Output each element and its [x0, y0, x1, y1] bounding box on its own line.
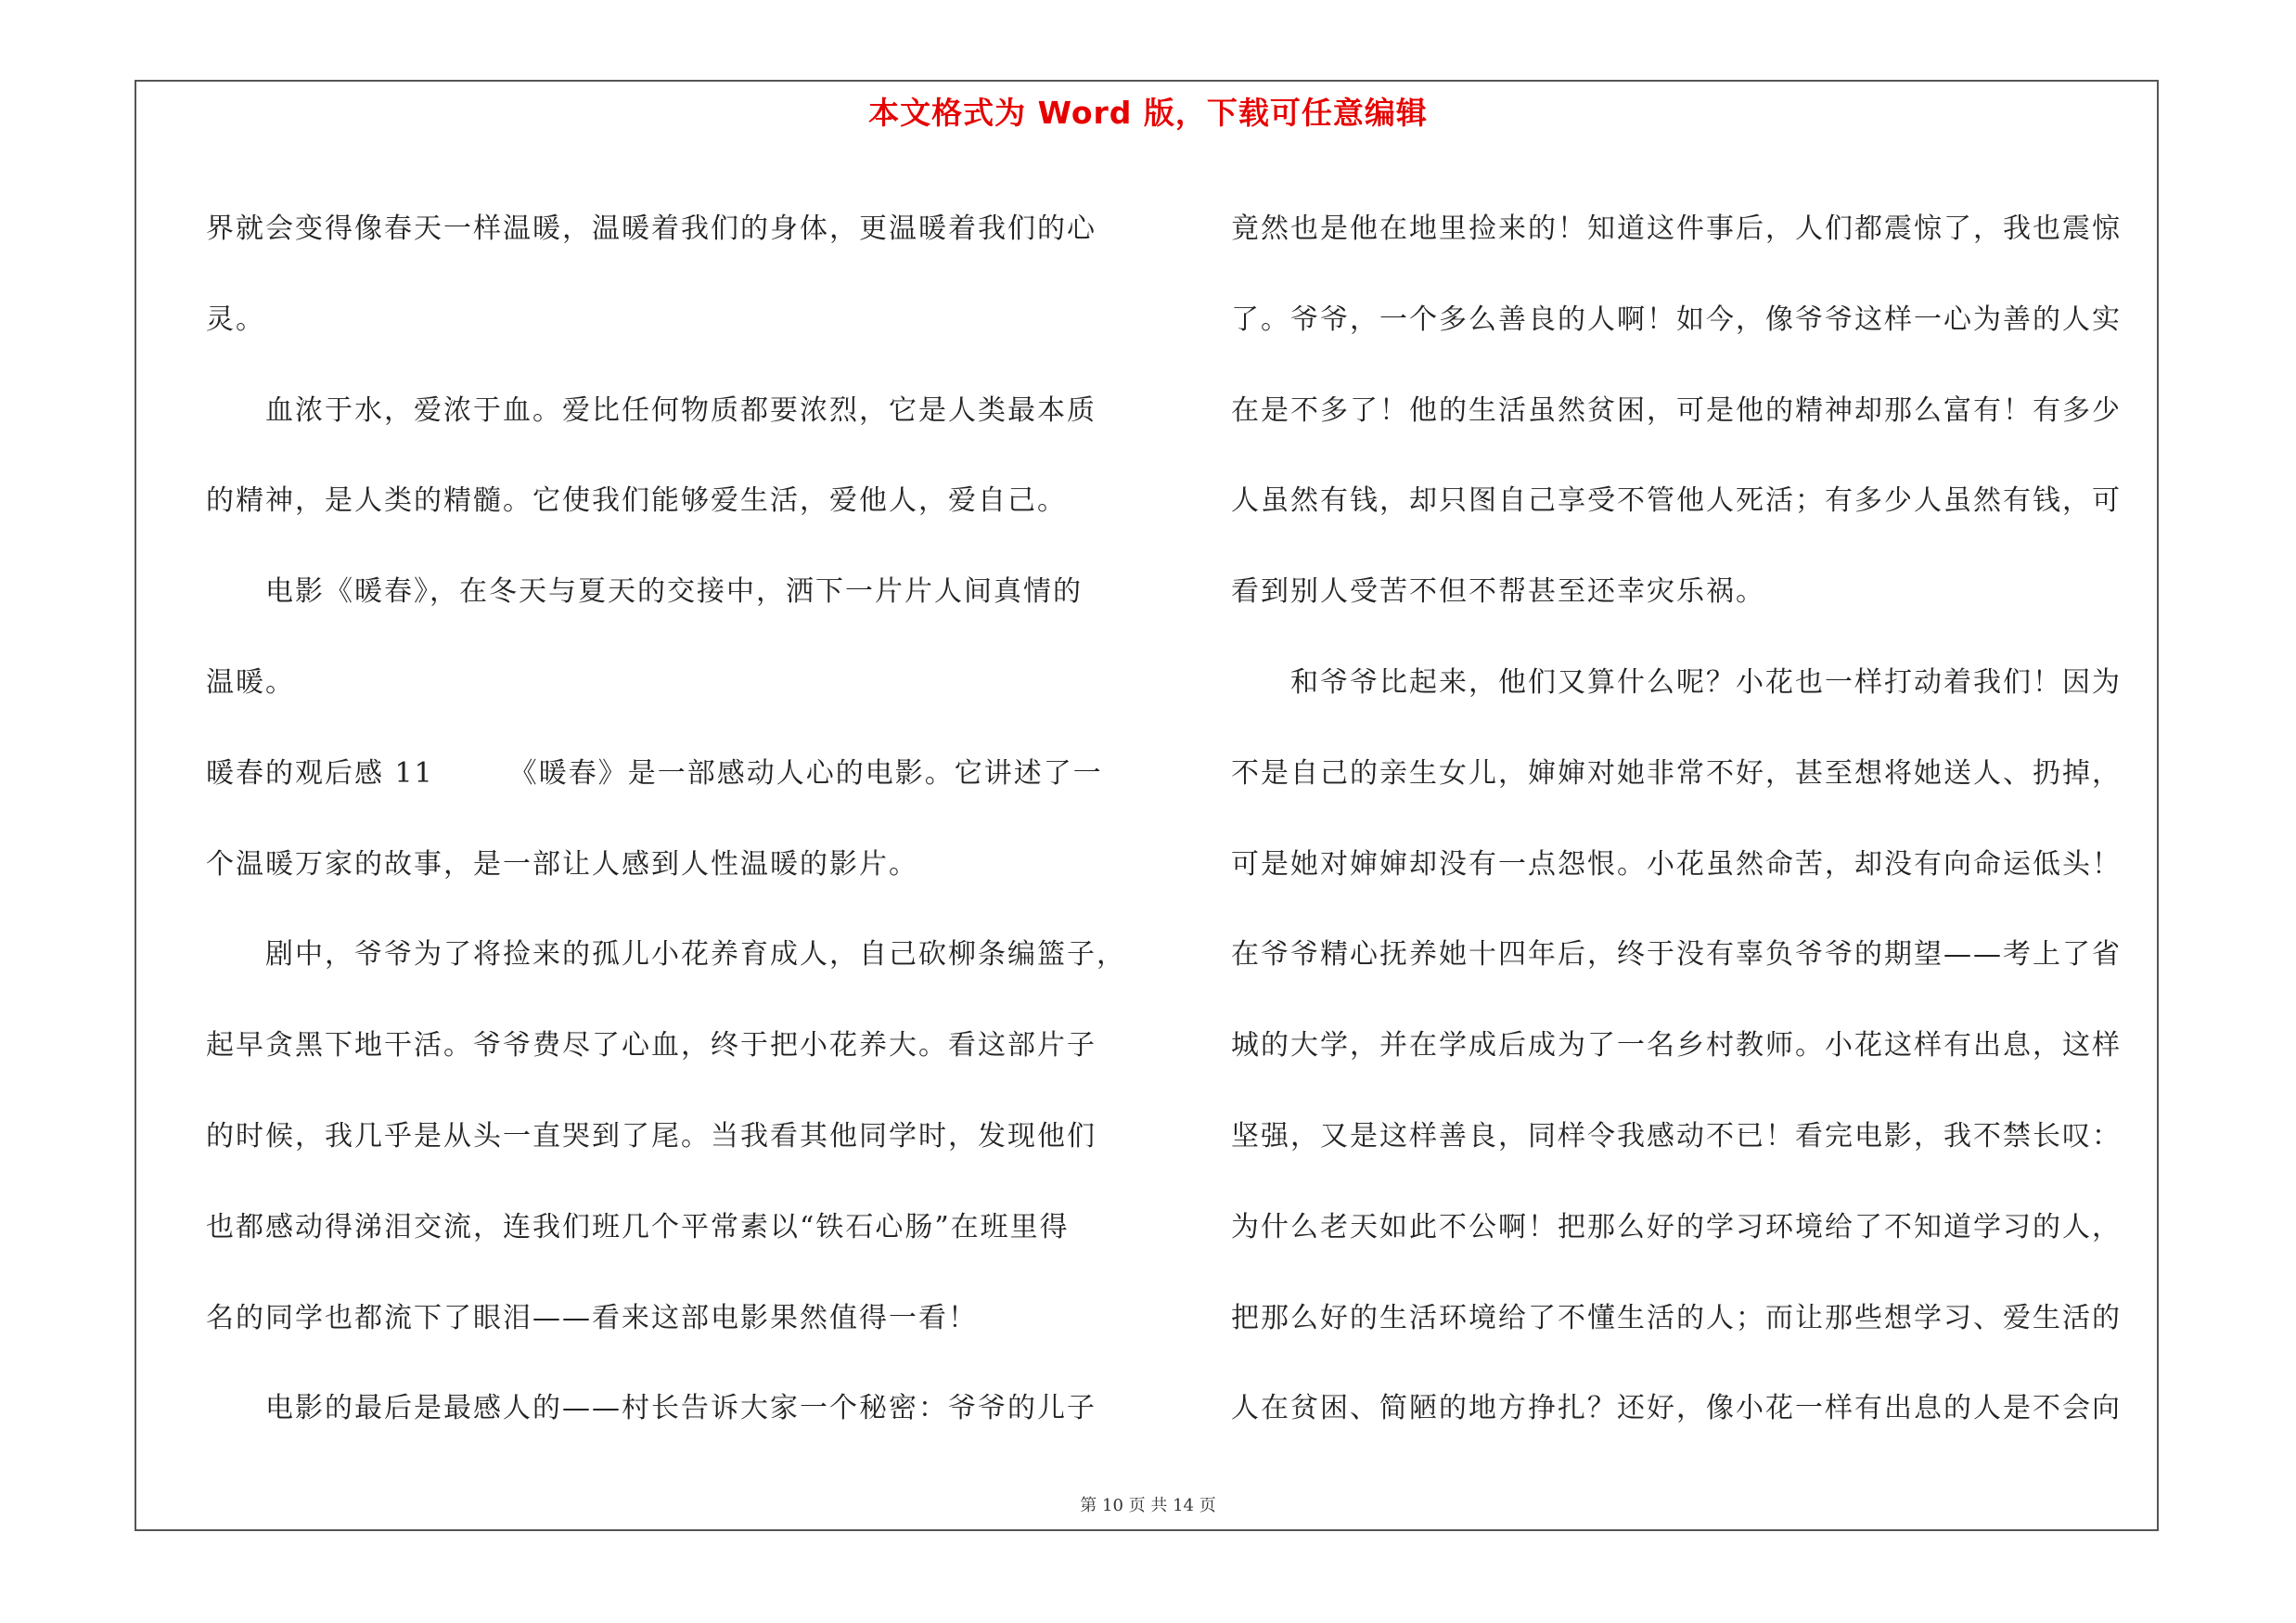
text-line: 人虽然有钱，却只图自己享受不管他人死活；有多少人虽然有钱，可 — [1231, 484, 2122, 518]
text-line: 个温暖万家的故事，是一部让人感到人性温暖的影片。 — [206, 847, 918, 881]
text-line: 灵。 — [206, 303, 265, 336]
text-line: 暖春的观后感 11 《暖春》是一部感动人心的电影。它讲述了一 — [206, 756, 1103, 790]
text-line: 可是她对婶婶却没有一点怨恨。小花虽然命苦，却没有向命运低头！ — [1231, 847, 2122, 881]
text-line: 看到别人受苦不但不帮甚至还幸灾乐祸。 — [1231, 575, 1765, 609]
text-line: 血浓于水，爱浓于血。爱比任何物质都要浓烈，它是人类最本质 — [206, 393, 1097, 427]
format-banner: 本文格式为 Word 版，下载可任意编辑 — [868, 95, 1428, 131]
right-column — [1231, 184, 2159, 1454]
text-line: 和爷爷比起来，他们又算什么呢？小花也一样打动着我们！因为 — [1231, 665, 2122, 699]
text-line: 人在贫困、简陋的地方挣扎？还好，像小花一样有出息的人是不会向 — [1231, 1392, 2122, 1425]
text-line: 了。爷爷，一个多么善良的人啊！如今，像爷爷这样一心为善的人实 — [1231, 303, 2122, 336]
page-number: 第 10 页 共 14 页 — [1080, 1496, 1216, 1515]
text-line: 温暖。 — [206, 665, 295, 699]
text-line: 城的大学，并在学成后成为了一名乡村教师。小花这样有出息，这样 — [1231, 1029, 2122, 1063]
text-line: 坚强，又是这样善良，同样令我感动不已！看完电影，我不禁长叹： — [1231, 1119, 2122, 1153]
text-line: 的精神，是人类的精髓。它使我们能够爱生活，爱他人，爱自己。 — [206, 484, 1067, 518]
text-line: 界就会变得像春天一样温暖，温暖着我们的身体，更温暖着我们的心 — [206, 213, 1097, 245]
text-line: 也都感动得涕泪交流，连我们班几个平常素以“铁石心肠”在班里得 — [206, 1210, 1070, 1243]
text-line: 剧中，爷爷为了将捡来的孤儿小花养育成人，自己砍柳条编篮子， — [206, 938, 1126, 972]
text-line: 起早贪黑下地干活。爷爷费尽了心血，终于把小花养大。看这部片子 — [206, 1029, 1097, 1063]
text-line: 在爷爷精心抚养她十四年后，终于没有辜负爷爷的期望——考上了省 — [1231, 938, 2122, 972]
left-column — [206, 184, 1126, 1454]
text-line: 电影的最后是最感人的——村长告诉大家一个秘密：爷爷的儿子 — [206, 1392, 1097, 1425]
text-line: 为什么老天如此不公啊！把那么好的学习环境给了不知道学习的人， — [1231, 1210, 2122, 1243]
text-line: 不是自己的亲生女儿，婶婶对她非常不好，甚至想将她送人、扔掉， — [1231, 756, 2122, 790]
text-line: 名的同学也都流下了眼泪——看来这部电影果然值得一看！ — [206, 1301, 978, 1334]
text-line: 电影《暖春》，在冬天与夏天的交接中，洒下一片片人间真情的 — [206, 575, 1083, 609]
text-line: 竟然也是他在地里捡来的！知道这件事后，人们都震惊了，我也震惊 — [1231, 213, 2122, 245]
text-line: 的时候，我几乎是从头一直哭到了尾。当我看其他同学时，发现他们 — [206, 1119, 1097, 1153]
text-line: 把那么好的生活环境给了不懂生活的人；而让那些想学习、爱生活的 — [1231, 1301, 2122, 1334]
text-line: 在是不多了！他的生活虽然贫困，可是他的精神却那么富有！有多少 — [1231, 393, 2122, 427]
